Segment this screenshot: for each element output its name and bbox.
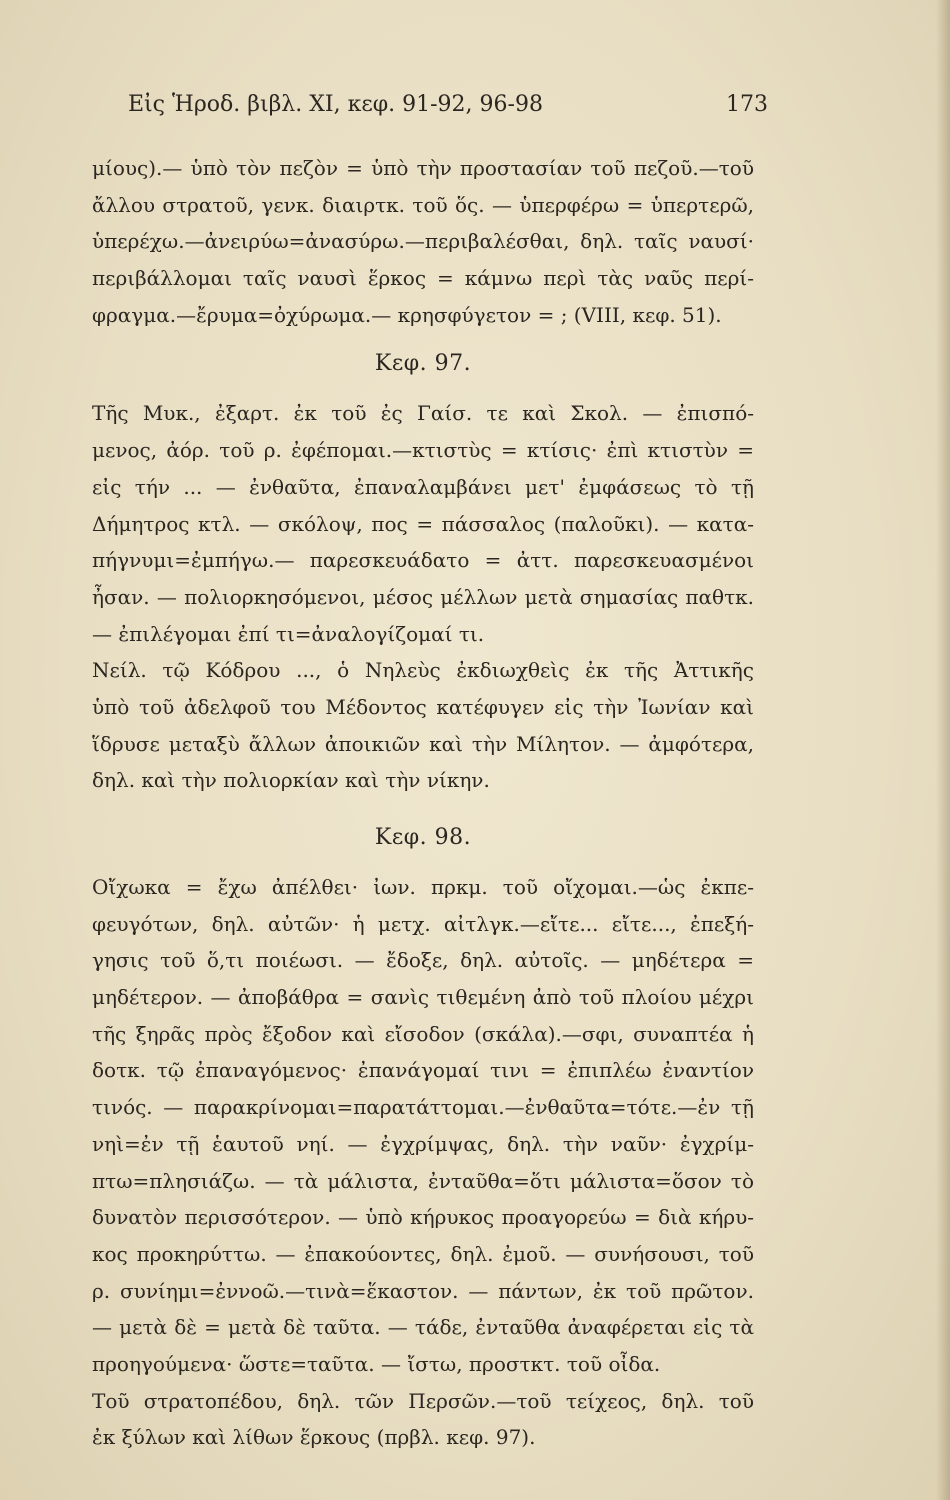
text-line: δοτκ. τῷ ἐπαναγόμενος· ἐπανάγομαί τινι = ἐπιπλέω ἐναντίον [92, 1058, 754, 1083]
text-line: γησις τοῦ ὅ,τι ποιέωσι. — ἔδοξε, δηλ. αὐτοῖς. — μηδέτερα = [92, 948, 754, 973]
page-edge-shadow [936, 0, 950, 1500]
body-text [92, 150, 754, 1456]
text-line: ὑπὸ τοῦ ἀδελφοῦ του Μέδοντος κατέφυγεν εἰς τὴν Ἰωνίαν καὶ [92, 694, 754, 719]
text-line: προηγούμενα· ὥστε=ταῦτα. — ἴστω, προστκτ. τοῦ οἶδα. [92, 1351, 661, 1376]
text-line: κος προκηρύττω. — ἐπακούοντες, δηλ. ἐμοῦ. — συνήσουσι, τοῦ [92, 1241, 754, 1266]
text-line: δηλ. καὶ τὴν πολιορκίαν καὶ τὴν νίκην. [92, 768, 490, 793]
text-line: Τοῦ στρατοπέδου, δηλ. τῶν Περσῶν.—τοῦ τείχεος, δηλ. τοῦ [92, 1388, 754, 1413]
text-line: ἦσαν. — πολιορκησόμενοι, μέσος μέλλων μετὰ σημασίας παθτκ. [92, 584, 754, 609]
text-line: μηδέτερον. — ἀποβάθρα = σανὶς τιθεμένη ἀπὸ τοῦ πλοίου μέχρι [92, 985, 754, 1010]
text-line: ἐκ ξύλων καὶ λίθων ἕρκους (πρβλ. κεφ. 97). [92, 1425, 536, 1450]
text-line: Νείλ. τῷ Κόδρου ..., ὁ Νηλεὺς ἐκδιωχθεὶς ἐκ τῆς Ἀττικῆς [92, 658, 754, 683]
text-line: — μετὰ δὲ = μετὰ δὲ ταῦτα. — τάδε, ἐνταῦθα ἀναφέρεται εἰς τὰ [92, 1315, 754, 1340]
section-heading-98: Κεφ. 98. [374, 825, 472, 850]
text-line: φραγμα.—ἔρυμα=ὀχύρωμα.— κρησφύγετον = ; (VIII, κεφ. 51). [92, 302, 722, 327]
text-line: ρ. συνίημι=ἐννοῶ.—τινὰ=ἕκαστον. — πάντων, ἐκ τοῦ πρῶτον. [92, 1278, 754, 1303]
text-line: ἄλλου στρατοῦ, γενκ. διαιρτκ. τοῦ ὅς. — ὑπερφέρω = ὑπερτερῶ, [92, 192, 754, 217]
text-line: περιβάλλομαι ταῖς ναυσὶ ἕρκος = κάμνω περὶ τὰς ναῦς περί- [92, 266, 754, 291]
text-line: Οἴχωκα = ἔχω ἀπέλθει· ἰων. πρκμ. τοῦ οἴχομαι.—ὡς ἐκπε- [92, 875, 754, 899]
text-line: μίους).— ὑπὸ τὸν πεζὸν = ὑπὸ τὴν προστασίαν τοῦ πεζοῦ.—τοῦ [92, 156, 754, 180]
running-head [128, 92, 768, 128]
text-line: Τῆς Μυκ., ἐξαρτ. ἐκ τοῦ ἐς Γαίσ. τε καὶ Σκολ. — ἐπισπό- [92, 401, 754, 426]
text-line: τινός. — παρακρίνομαι=παρατάττομαι.—ἐνθαῦτα=τότε.—ἐν τῇ [92, 1095, 754, 1120]
text-line: νηὶ=ἐν τῇ ἑαυτοῦ νηί. — ἐγχρίμψας, δηλ. τὴν ναῦν· ἐγχρίμ- [92, 1131, 754, 1156]
text-line: εἰς τήν ... — ἐνθαῦτα, ἐπαναλαμβάνει μετ' ἐμφάσεως τὸ τῇ [92, 474, 754, 499]
text-line: Δήμητρος κτλ. — σκόλοψ, πος = πάσσαλος (παλοῦκι). — κατα- [92, 511, 754, 536]
section-heading-97: Κεφ. 97. [374, 351, 472, 377]
text-line: ὑπερέχω.—ἀνειρύω=ἀνασύρω.—περιβαλέσθαι, δηλ. ταῖς ναυσί· [92, 229, 754, 254]
text-line: τῆς ξηρᾶς πρὸς ἔξοδον καὶ εἴσοδον (σκάλα).—σφι, συναπτέα ἡ [92, 1021, 754, 1046]
text-line: φευγότων, δηλ. αὐτῶν· ἡ μετχ. αἰτλγκ.—εἴτε... εἴτε..., ἐπεξή- [92, 911, 754, 936]
text-line: — ἐπιλέγομαι ἐπί τι=ἀναλογίζομαί τι. [92, 621, 485, 646]
page-number: 173 [726, 92, 768, 117]
text-line: δυνατὸν περισσότερον. — ὑπὸ κήρυκος προαγορεύω = διὰ κήρυ- [92, 1205, 754, 1230]
running-title: Εἰς Ἡροδ. βιβλ. XI, κεφ. 91-92, 96-98 [128, 92, 543, 117]
text-line: πήγνυμι=ἐμπήγω.— παρεσκευάδατο = ἀττ. παρεσκευασμένοι [92, 548, 754, 573]
text-line: πτω=πλησιάζω. — τὰ μάλιστα, ἐνταῦθα=ὅτι μάλιστα=ὅσον τὸ [92, 1168, 754, 1193]
text-line: ἵδρυσε μεταξὺ ἄλλων ἀποικιῶν καὶ τὴν Μίλητον. — ἀμφότερα, [92, 731, 754, 756]
text-line: μενος, ἀόρ. τοῦ ρ. ἐφέπομαι.—κτιστὺς = κτίσις· ἐπὶ κτιστὺν = [92, 438, 754, 463]
